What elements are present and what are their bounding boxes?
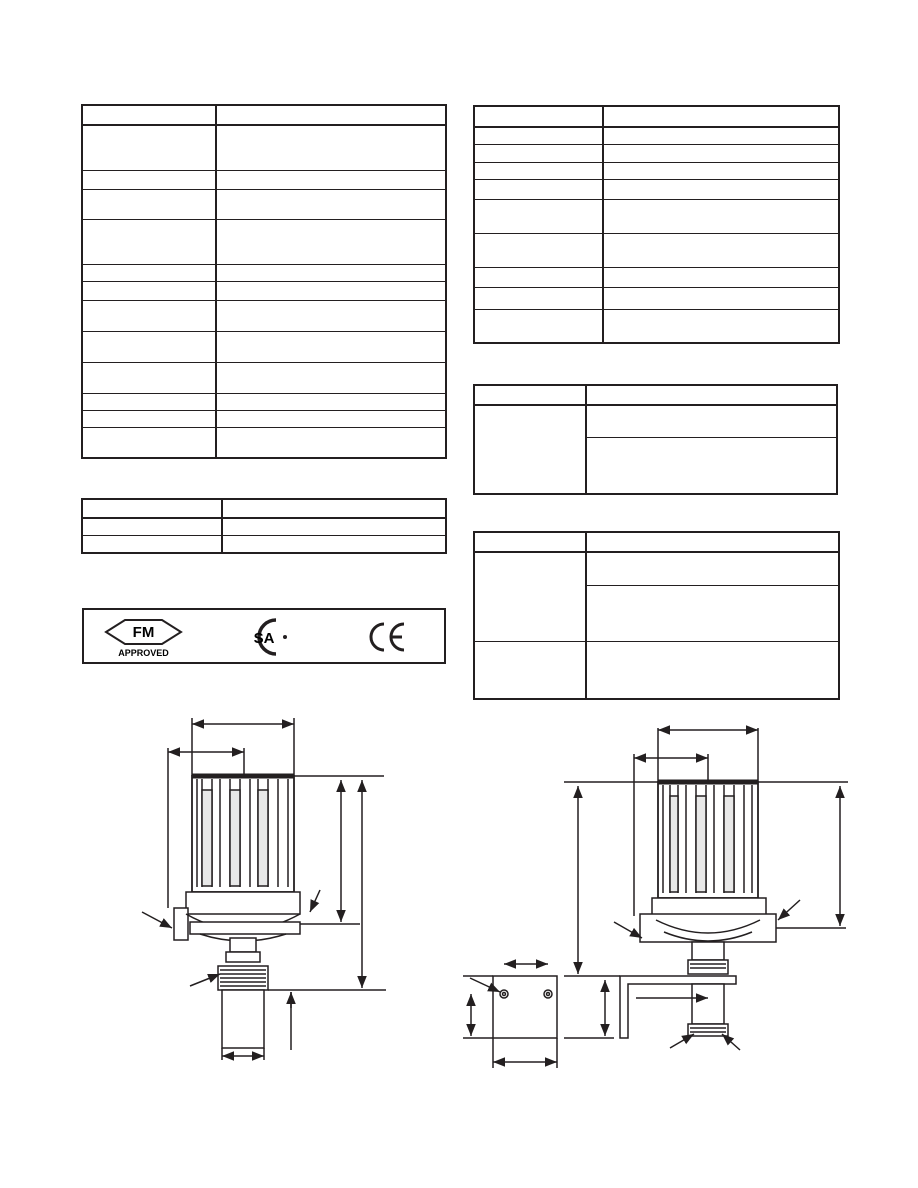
csa-logo-text: SA — [253, 630, 275, 647]
fm-approved-caption: APPROVED — [118, 648, 169, 658]
fm-logo-text: FM — [132, 624, 155, 641]
